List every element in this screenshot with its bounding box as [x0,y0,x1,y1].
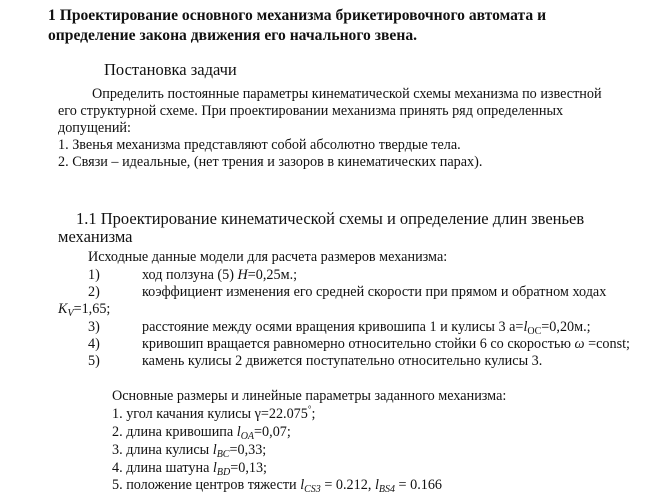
result-item-variable: l [212,442,217,458]
input-item-number: 4) [88,336,100,352]
input-item-text: коэффициент изменения его средней скорости при прямом и обратном ходах [142,284,607,300]
results-intro: Основные размеры и линейные параметры заданного механизма: [112,388,507,404]
result-item-text: 1. угол качания кулисы γ=22.075 [112,406,308,422]
input-item-text: расстояние между осями вращения кривошипа 1 и кулисы 3 a= [142,319,524,335]
result-item-3 [112,441,266,459]
result-item-subscript: BS4 [378,484,395,495]
input-item-subscript: V [67,308,74,319]
result-item-1 [112,405,315,423]
input-item-variable: H [237,267,248,283]
result-item-value: = 0.166 [395,477,443,493]
result-item-value: = 0.212, [320,477,375,493]
input-item-2 [88,283,606,301]
task-title: Постановка задачи [104,60,237,79]
input-item-number: 3) [88,319,100,335]
result-item-subscript: CS3 [304,484,321,495]
result-item-value: =0,33; [229,442,267,458]
input-item-1 [88,266,297,284]
degree-sign: ° [307,404,312,414]
input-item-2-continuation [58,300,110,318]
input-item-3 [88,318,591,336]
result-item-text: 4. длина шатуна [112,460,213,476]
result-item-variable: l [212,460,217,476]
result-item-variable: l [374,477,379,493]
input-item-variable: ω [574,336,585,352]
result-item-value: =0,07; [254,424,291,440]
result-item-5 [112,476,442,494]
result-item-variable: l [236,424,241,440]
task-para-line-3: допущений: [58,120,131,136]
assumption-2: 2. Связи – идеальные, (нет трения и зазоров в кинематических парах). [58,154,483,170]
result-item-subscript: OA [240,431,255,442]
input-item-value: =1,65; [73,301,111,317]
input-item-variable: K [58,301,68,317]
heading-1-line-2: определение закона движения его начального звена. [48,27,418,44]
assumption-1: 1. Звенья механизма представляют собой абсолютно твердые тела. [58,137,461,153]
result-item-2 [112,423,291,441]
result-item-4 [112,459,267,477]
result-item-end: ; [311,406,316,422]
heading-1-line-1: 1 Проектирование основного механизма брикетировочного автомата и [48,7,547,24]
input-item-value: =0,25м.; [247,267,298,283]
input-item-text: ход ползуна (5) [142,267,238,283]
input-item-5 [88,352,542,370]
input-item-value: =0,20м.; [541,319,591,335]
section-title-line-2: механизма [58,227,133,246]
section-title-line-1: 1.1 Проектирование кинематической схемы и определение длин звеньев [76,209,585,228]
result-item-text: 3. длина кулисы [112,442,213,458]
input-item-number: 1) [88,267,100,283]
input-item-text: камень кулисы 2 движется поступательно относительно кулисы 3. [142,353,543,369]
result-item-subscript: BC [216,449,230,460]
task-para-line-2: его структурной схеме. При проектировании механизма принять ряд определенных [58,103,564,119]
result-item-text: 5. положение центров тяжести [112,477,301,493]
result-item-value: =0,13; [230,460,267,476]
input-item-subscript: OC [527,326,542,337]
result-item-variable: l [300,477,305,493]
task-para-line-1: Определить постоянные параметры кинематической схемы механизма по известной [92,86,602,102]
input-item-number: 2) [88,284,100,300]
result-item-subscript: BD [216,467,231,478]
input-item-text: кривошип вращается равномерно относительно стойки 6 со скоростью [142,336,575,352]
input-item-4 [88,335,630,353]
input-item-value: =const; [584,336,630,352]
inputs-intro: Исходные данные модели для расчета размеров механизма: [88,249,448,265]
input-item-number: 5) [88,353,100,369]
result-item-text: 2. длина кривошипа [112,424,237,440]
input-item-variable: l [523,319,528,335]
